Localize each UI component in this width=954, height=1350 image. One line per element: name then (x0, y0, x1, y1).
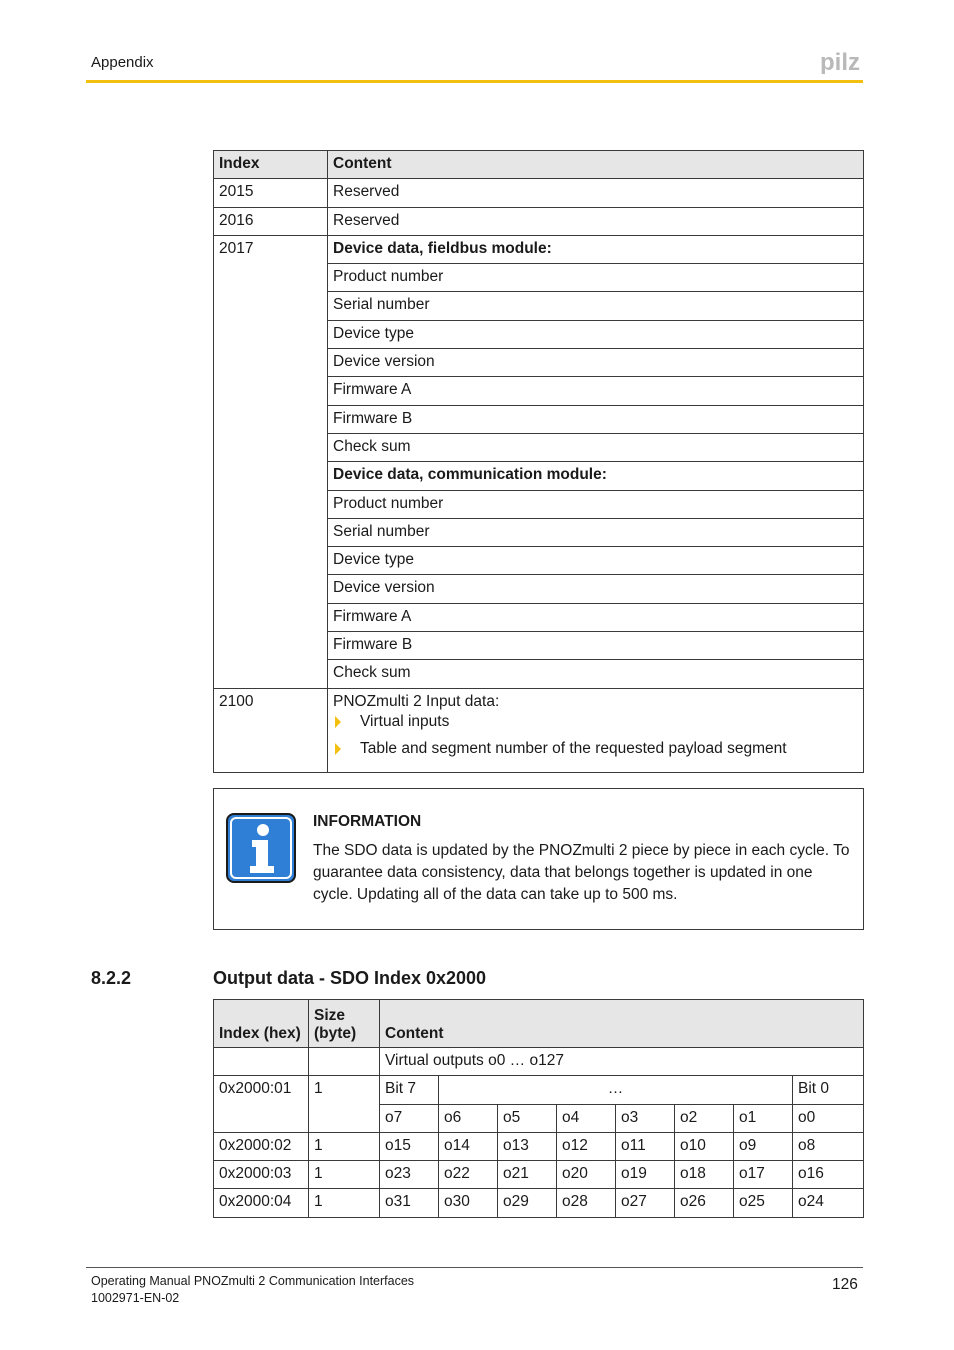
content-cell: Check sum (328, 433, 864, 461)
col-header-content: Content (328, 151, 864, 179)
col-header-content: Content (380, 1000, 864, 1048)
index-cell: 2100 (214, 688, 328, 772)
bit-cell: o12 (557, 1132, 616, 1160)
table-row (214, 1048, 864, 1076)
index-cell: 0x2000:04 (214, 1189, 309, 1217)
col-header-size: Size (byte) (309, 1000, 380, 1048)
bit-cell: o22 (439, 1161, 498, 1189)
footer-doc-info (91, 1273, 414, 1307)
bit-cell: o17 (734, 1161, 793, 1189)
info-icon (226, 813, 296, 883)
size-cell: 1 (309, 1132, 380, 1160)
bit-cell: o1 (734, 1104, 793, 1132)
group-heading: Device data, fieldbus module: (328, 235, 864, 263)
bullet-list (333, 713, 858, 767)
content-cell: Device version (328, 575, 864, 603)
bit-cell: o28 (557, 1189, 616, 1217)
information-title: INFORMATION (313, 813, 422, 830)
content-cell: Firmware A (328, 377, 864, 405)
bit-cell: o23 (380, 1161, 439, 1189)
output-data-table (213, 999, 864, 1218)
index-cell: 0x2000:02 (214, 1132, 309, 1160)
content-cell: Check sum (328, 660, 864, 688)
header-rule (86, 80, 863, 83)
list-item-text: Virtual inputs (360, 712, 450, 730)
list-item-text: Table and segment number of the requested payload segment (360, 739, 787, 757)
content-cell: Reserved (328, 179, 864, 207)
bit-cell: o8 (793, 1132, 864, 1160)
table-row (214, 1076, 864, 1104)
bit-cell: o21 (498, 1161, 557, 1189)
content-cell: Firmware B (328, 632, 864, 660)
list-item (333, 740, 858, 767)
col-header-index: Index (hex) (214, 1000, 309, 1048)
bit-cell: o2 (675, 1104, 734, 1132)
bit-cell: o18 (675, 1161, 734, 1189)
footer-doc-number: 1002971-EN-02 (91, 1291, 180, 1305)
index-cell: 2017 (214, 235, 328, 688)
bit-cell: o0 (793, 1104, 864, 1132)
bit-cell: o19 (616, 1161, 675, 1189)
size-cell: 1 (309, 1076, 380, 1133)
bit7-cell: Bit 7 (380, 1076, 439, 1104)
bit-cell: o29 (498, 1189, 557, 1217)
input-data-intro: PNOZmulti 2 Input data: (333, 692, 500, 710)
bit-cell: o10 (675, 1132, 734, 1160)
empty-cell (309, 1048, 380, 1076)
table-row (214, 1132, 864, 1160)
bit-cell: o30 (439, 1189, 498, 1217)
size-cell: 1 (309, 1161, 380, 1189)
content-cell: Reserved (328, 207, 864, 235)
bit-cell: o27 (616, 1189, 675, 1217)
bit-cell: o5 (498, 1104, 557, 1132)
size-cell: 1 (309, 1189, 380, 1217)
bit0-cell: Bit 0 (793, 1076, 864, 1104)
list-item (333, 713, 858, 740)
table-row (214, 207, 864, 235)
pilz-logo (820, 50, 864, 74)
information-box (213, 788, 864, 930)
table-header-row (214, 1000, 864, 1048)
header-section-title: Appendix (91, 54, 154, 71)
bullet-arrow-icon (335, 716, 341, 728)
content-cell: Serial number (328, 292, 864, 320)
content-cell: Product number (328, 490, 864, 518)
bit-cell: o31 (380, 1189, 439, 1217)
section-title: Output data - SDO Index 0x2000 (213, 968, 487, 988)
content-cell: Device type (328, 547, 864, 575)
footer-rule (86, 1267, 863, 1268)
group-heading: Device data, communication module: (328, 462, 864, 490)
table-row (214, 179, 864, 207)
bit-cell: o16 (793, 1161, 864, 1189)
table-row (214, 688, 864, 772)
index-cell: 2015 (214, 179, 328, 207)
bit-cell: o4 (557, 1104, 616, 1132)
content-cell: Serial number (328, 518, 864, 546)
page-number: 126 (832, 1276, 858, 1293)
col-header-index: Index (214, 151, 328, 179)
footer-manual-title: Operating Manual PNOZmulti 2 Communication Interfaces (91, 1274, 415, 1288)
bit-cell: o3 (616, 1104, 675, 1132)
bit-cell: o24 (793, 1189, 864, 1217)
ellipsis-cell: … (439, 1076, 793, 1104)
bit-cell: o13 (498, 1132, 557, 1160)
content-cell: Device version (328, 349, 864, 377)
section-number: 8.2.2 (91, 968, 132, 988)
table-row (214, 1189, 864, 1217)
bit-cell: o26 (675, 1189, 734, 1217)
bit-cell: o14 (439, 1132, 498, 1160)
index-cell: 0x2000:03 (214, 1161, 309, 1189)
information-text: The SDO data is updated by the PNOZmulti 2 piece by piece in each cycle. To guarantee data consistency, data that belongs together is updated in one cycle. Updating all of the data can take up to 500 ms. (313, 842, 850, 903)
content-cell: Product number (328, 264, 864, 292)
logo-text: pilz (820, 50, 860, 74)
table-row (214, 235, 864, 263)
content-cell: Device type (328, 320, 864, 348)
bit-cell: o25 (734, 1189, 793, 1217)
content-cell: Firmware A (328, 603, 864, 631)
bit-cell: o11 (616, 1132, 675, 1160)
bit-cell: o15 (380, 1132, 439, 1160)
content-cell: Firmware B (328, 405, 864, 433)
virtual-outputs-cell: Virtual outputs o0 … o127 (380, 1048, 864, 1076)
bit-cell: o7 (380, 1104, 439, 1132)
bit-cell: o20 (557, 1161, 616, 1189)
index-cell: 2016 (214, 207, 328, 235)
bit-cell: o9 (734, 1132, 793, 1160)
content-cell (328, 688, 864, 772)
bullet-arrow-icon (335, 743, 341, 755)
table-row (214, 1161, 864, 1189)
empty-cell (214, 1048, 309, 1076)
index-cell: 0x2000:01 (214, 1076, 309, 1133)
bit-cell: o6 (439, 1104, 498, 1132)
sdo-index-table (213, 150, 864, 773)
table-header-row (214, 151, 864, 179)
